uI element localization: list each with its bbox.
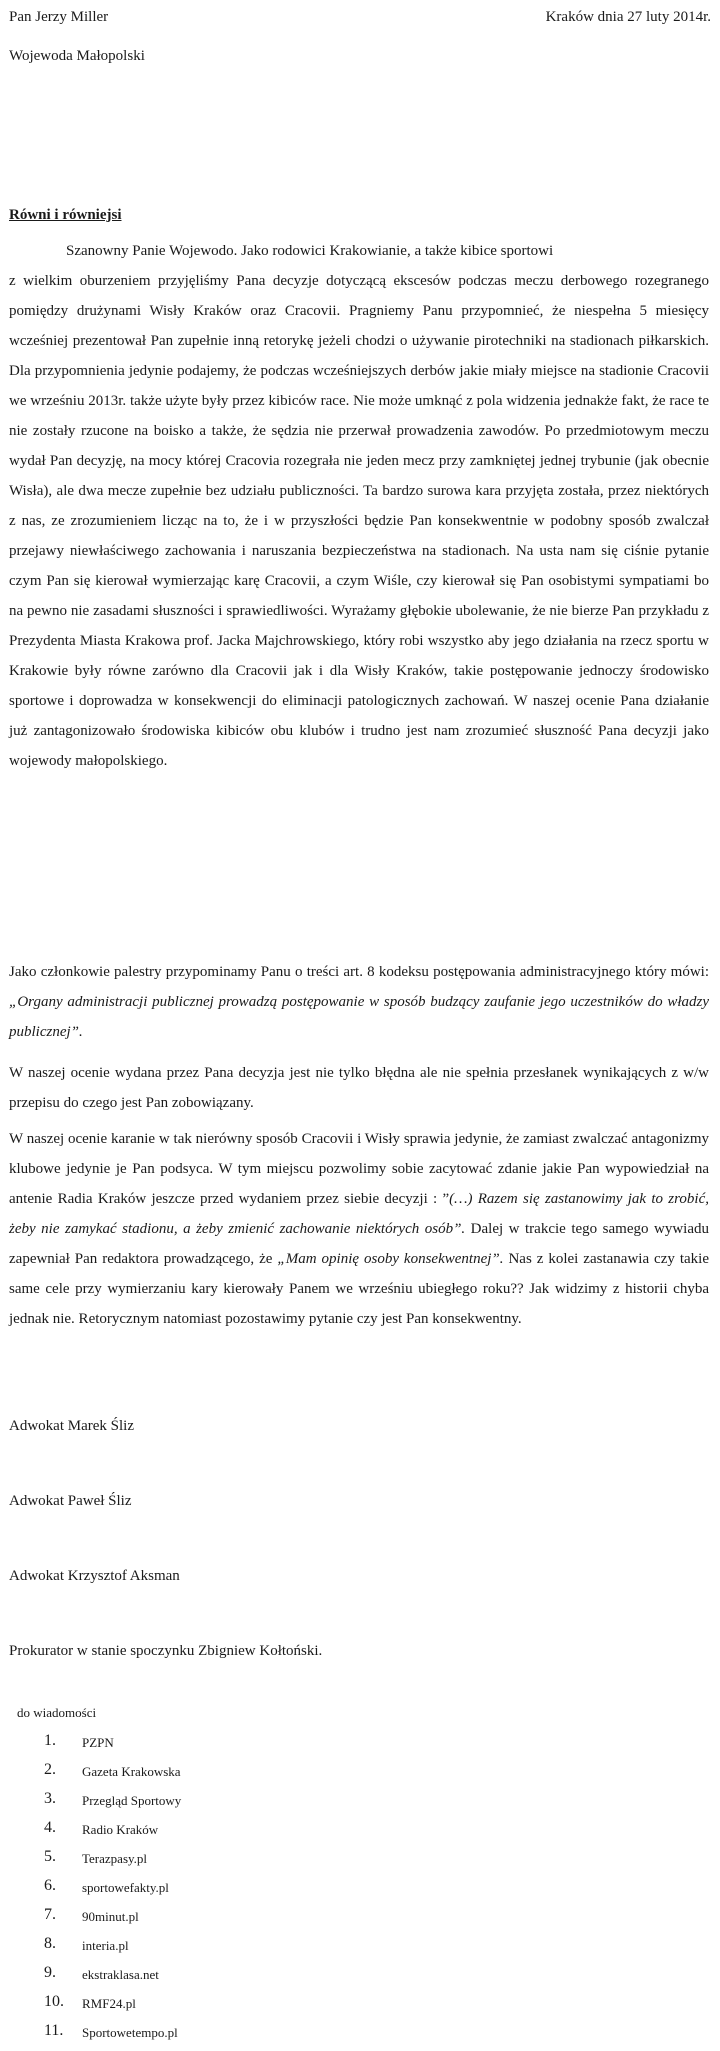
cc-item-name: Przegląd Sportowy bbox=[82, 1793, 182, 1808]
cc-item-number: 2. bbox=[44, 1761, 56, 1778]
cc-item-number: 10. bbox=[44, 1993, 64, 2010]
signature-4: Prokurator w stanie spoczynku Zbigniew Kołtoński. bbox=[9, 1643, 323, 1659]
paragraph-1-line-1: Szanowny Panie Wojewodo. Jako rodowici Krakowianie, a także kibice sportowi bbox=[66, 243, 554, 259]
cc-item-name: Gazeta Krakowska bbox=[82, 1764, 181, 1779]
cc-item-name: ekstraklasa.net bbox=[82, 1967, 159, 1982]
cc-item-number: 5. bbox=[44, 1848, 56, 1865]
signature-2: Adwokat Paweł Śliz bbox=[9, 1493, 132, 1509]
cc-item-number: 7. bbox=[44, 1906, 56, 1923]
cc-item-number: 1. bbox=[44, 1732, 56, 1749]
paragraph-2-intro: Jako członkowie palestry przypominamy Panu o treści art. 8 kodeksu postępowania administracyjnego który mówi: bbox=[9, 964, 709, 980]
cc-list-item bbox=[44, 1906, 181, 1935]
paragraph-3: W naszej ocenie wydana przez Pana decyzja jest nie tylko błędna ale nie spełnia przesłanek wynikających z w/w przepisu do czego jest Pan zobowiązany. bbox=[9, 1065, 709, 1111]
cc-item-name: sportowefakty.pl bbox=[82, 1880, 169, 1895]
cc-item-number: 11. bbox=[44, 2022, 64, 2039]
cc-list-item bbox=[44, 1761, 181, 1790]
place-date: Kraków dnia 27 luty 2014r. bbox=[545, 9, 711, 25]
sender-name: Pan Jerzy Miller bbox=[9, 9, 109, 25]
cc-item-name: interia.pl bbox=[82, 1938, 129, 1953]
cc-list-item bbox=[44, 1877, 181, 1906]
cc-item-name: Terazpasy.pl bbox=[82, 1851, 148, 1866]
cc-item-number: 9. bbox=[44, 1964, 56, 1981]
cc-list-item bbox=[44, 1935, 181, 1964]
letter-title: Równi i równiejsi bbox=[9, 207, 122, 223]
cc-list-item bbox=[44, 2022, 181, 2051]
cc-list-item bbox=[44, 1819, 181, 1848]
cc-item-number: 4. bbox=[44, 1819, 56, 1836]
paragraph-1-rest: z wielkim oburzeniem przyjęliśmy Pana decyzje dotyczącą ekscesów podczas meczu derbowego rozegranego pomiędzy drużynami Wisły Kraków oraz Cracovii. Pragniemy Panu przypomnieć, że niespełna 5 miesięcy wcześniej prezentował Pan zupełnie inną retorykę jeżeli chodzi o używanie pirotechniki na stadionach piłkarskich. Dla przypomnienia jedynie podajemy, że podczas wcześniejszych derbów jakie miały miejsce na stadionie Cracovii we wrześniu 2013r. także użyte były przez kibiców race. Nie może umknąć z pola widzenia jednakże fakt, że race te nie zostały rzucone na boisko a także, że sędzia nie przerwał prowadzenia zawodów. Po przedmiotowym meczu wydał Pan decyzję, na mocy której Cracovia rozegrała nie jeden mecz przy zamkniętej jednej trybunie (jak obecnie Wisła), ale dwa mecze zupełnie bez udziału publiczności. Ta bardzo surowa kara przyjęta została, przez niektórych z nas, ze zrozumieniem licząc na to, że i w przyszłości będzie Pan konsekwentnie w podobny sposób zwalczał przejawy niewłaściwego zachowania i naruszania bezpieczeństwa na stadionach. Na usta nam się ciśnie pytanie czym Pan się kierował wymierzając karę Cracovii, a czym Wiśle, czy kierował się Pan osobistymi sympatiami bo na pewno nie zasadami słuszności i sprawiedliwości. Wyrażamy głębokie ubolewanie, że nie bierze Pan przykładu z Prezydenta Miasta Krakowa prof. Jacka Majchrowskiego, który robi wszystko aby jego działania na rzecz sportu w Krakowie były równe zarówno dla Cracovii jak i dla Wisły Kraków, takie postępowanie jednoczy środowisko sportowe i doprowadza w konsekwencji do eliminacji patologicznych zachowań. W naszej ocenie Pana działanie już zantagonizowało środowiska kibiców obu klubów i trudno jest nam zrozumieć słuszność Pana decyzji jako wojewody małopolskiego. bbox=[9, 273, 709, 769]
cc-list-item bbox=[44, 1790, 181, 1819]
paragraph-4-quote-1: (…) Razem się zastanowimy jak to zrobić, żeby nie zamykać stadionu, a żeby zmienić zachowanie niektórych osób”. bbox=[9, 1191, 709, 1237]
cc-item-name: RMF24.pl bbox=[82, 1996, 136, 2011]
paragraph-4 bbox=[9, 1124, 709, 1334]
signature-3: Adwokat Krzysztof Aksman bbox=[9, 1568, 180, 1584]
cc-list bbox=[44, 1732, 181, 2051]
cc-title: do wiadomości bbox=[17, 1705, 97, 1720]
cc-item-name: Radio Kraków bbox=[82, 1822, 159, 1837]
cc-item-name: 90minut.pl bbox=[82, 1909, 139, 1924]
cc-item-name: Sportowetempo.pl bbox=[82, 2025, 178, 2040]
paragraph-2 bbox=[9, 957, 709, 1047]
cc-item-name: PZPN bbox=[82, 1735, 114, 1750]
paragraph-4-part-1: W naszej ocenie karanie w tak nierówny sposób Cracovii i Wisły sprawia jedynie, że zamiast zwalczać antagonizmy klubowe jedynie je Pan podsyca. W tym miejscu pozwolimy sobie zacytować zdanie jakie Pan wypowiedział na antenie Radia Kraków jeszcze przed wydaniem przez siebie decyzji : ” bbox=[9, 1131, 709, 1207]
cc-list-item bbox=[44, 1993, 181, 2022]
paragraph-4-part-3: Nas z kolei zastanawia czy takie same cele przy wymierzaniu kary kierowały Panem we wrześniu ubiegłego roku?? Jak widzimy z historii chyba jednak nie. Retorycznym natomiast pozostawimy pytanie czy jest Pan konsekwentny. bbox=[9, 1251, 709, 1327]
paragraph-4-quote-2: „Mam opinię osoby konsekwentnej”. bbox=[277, 1251, 504, 1267]
paragraph-2-quote: „Organy administracji publicznej prowadzą postępowanie w sposób budzący zaufanie jego uczestników do władzy publicznej”. bbox=[9, 994, 709, 1040]
paragraph-4-part-2: Dalej w trakcie tego samego wywiadu zapewniał Pan redaktora prowadzącego, że bbox=[9, 1221, 709, 1267]
signature-1: Adwokat Marek Śliz bbox=[9, 1418, 134, 1434]
recipient: Wojewoda Małopolski bbox=[9, 48, 145, 64]
cc-list-item bbox=[44, 1964, 181, 1993]
cc-item-number: 8. bbox=[44, 1935, 56, 1952]
cc-item-number: 3. bbox=[44, 1790, 56, 1807]
paragraph-1 bbox=[9, 236, 709, 776]
cc-item-number: 6. bbox=[44, 1877, 56, 1894]
cc-list-item bbox=[44, 1848, 181, 1877]
cc-list-item bbox=[44, 1732, 181, 1761]
